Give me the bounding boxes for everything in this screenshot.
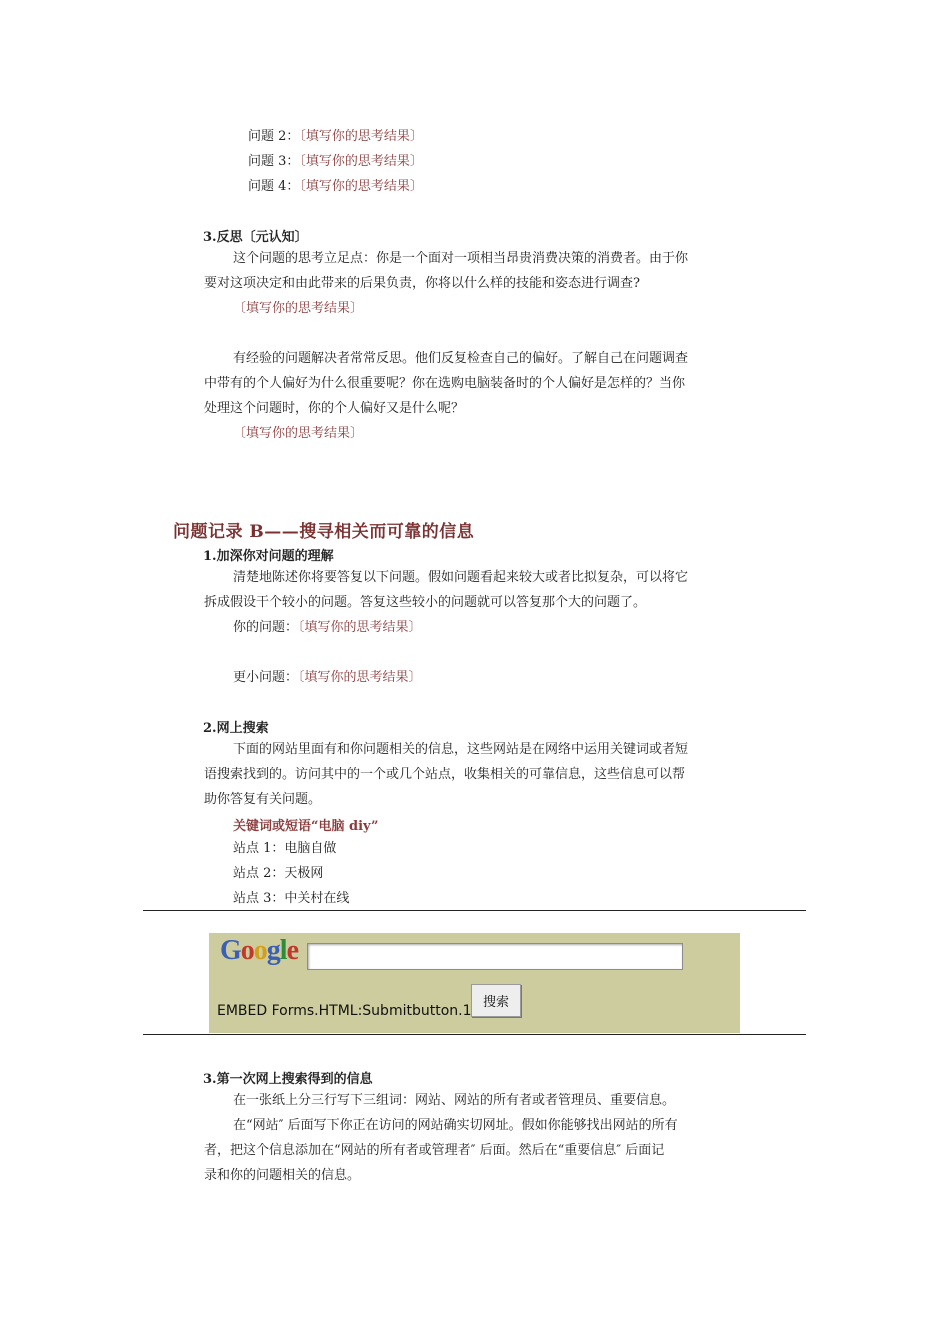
google-search-form bbox=[209, 933, 740, 1033]
reflection-p1-line1: 这个问题的思考立足点：你是一个面对一项相当昂贵消费决策的消费者。由于你 bbox=[233, 251, 689, 266]
site-1[interactable]: 站点 1：电脑自做 bbox=[233, 841, 337, 856]
divider-top bbox=[143, 910, 806, 911]
search-input[interactable] bbox=[307, 943, 683, 970]
google-logo-letter: l bbox=[279, 935, 287, 966]
reflection-title: 3.反思〔元认知〕 bbox=[203, 230, 308, 245]
google-logo-letter: G bbox=[220, 935, 241, 966]
your-question-line bbox=[233, 618, 422, 638]
embed-field-code: EMBED Forms.HTML:Submitbutton.1 bbox=[217, 1003, 472, 1019]
web-search-p-line1: 下面的网站里面有和你问题相关的信息，这些网站是在网络中运用关键词或者短 bbox=[233, 742, 689, 757]
question-3-line bbox=[248, 152, 423, 172]
first-search-p1: 在一张纸上分三行写下三组词：网站、网站的所有者或者管理员、重要信息。 bbox=[233, 1093, 676, 1108]
question-4-label: 问题 4： bbox=[248, 179, 300, 194]
question-2-label: 问题 2： bbox=[248, 129, 300, 144]
question-3-fill[interactable]: 〔填写你的思考结果〕 bbox=[299, 154, 423, 169]
search-button[interactable]: 搜索 bbox=[471, 984, 521, 1017]
google-logo-letter: g bbox=[266, 935, 280, 966]
reflection-fill-2[interactable]: 〔填写你的思考结果〕 bbox=[233, 426, 364, 441]
reflection-p2-line1: 有经验的问题解决者常常反思。他们反复检查自己的偏好。了解自己在问题调查 bbox=[233, 351, 689, 366]
site-3[interactable]: 站点 3：中关村在线 bbox=[233, 891, 350, 906]
web-search-title: 2.网上搜索 bbox=[203, 721, 269, 736]
web-search-p-line3: 助你答复有关问题。 bbox=[204, 792, 322, 807]
first-search-title: 3.第一次网上搜索得到的信息 bbox=[203, 1072, 373, 1087]
question-2-line bbox=[248, 127, 423, 147]
understand-p-line1: 清楚地陈述你将要答复以下问题。假如问题看起来较大或者比拟复杂，可以将它 bbox=[233, 570, 689, 585]
web-search-p-line2: 语搜索找到的。访问其中的一个或几个站点，收集相关的可靠信息，这些信息可以帮 bbox=[204, 767, 686, 782]
google-logo-letter: o bbox=[240, 935, 254, 966]
google-logo bbox=[220, 935, 298, 967]
question-2-fill[interactable]: 〔填写你的思考结果〕 bbox=[299, 129, 423, 144]
site-2[interactable]: 站点 2：天极网 bbox=[233, 866, 324, 881]
understand-p-line2: 拆成假设干个较小的问题。答复这些较小的问题就可以答复那个大的问题了。 bbox=[204, 595, 647, 610]
reflection-p2-line2: 中带有的个人偏好为什么很重要呢？你在选购电脑装备时的个人偏好是怎样的？当你 bbox=[204, 376, 686, 391]
first-search-p2-line1: 在“网站″ 后面写下你正在访问的网站确实切网址。假如你能够找出网站的所有 bbox=[233, 1118, 678, 1133]
divider-bottom bbox=[143, 1034, 806, 1035]
your-question-label: 你的问题： bbox=[233, 620, 299, 635]
smaller-question-fill[interactable]: 〔填写你的思考结果〕 bbox=[298, 670, 422, 685]
question-4-line bbox=[248, 177, 423, 197]
section-heading: 问题记录 B——搜寻相关而可靠的信息 bbox=[173, 522, 475, 542]
first-search-p2-line2: 者，把这个信息添加在“网站的所有者或管理者″ 后面。然后在“重要信息″ 后面记 bbox=[204, 1143, 665, 1158]
reflection-p1-line2: 要对这项决定和由此带来的后果负责，你将以什么样的技能和姿态进行调查? bbox=[204, 276, 640, 291]
keyword-phrase: 关键词或短语“电脑 diy” bbox=[233, 819, 379, 834]
question-3-label: 问题 3： bbox=[248, 154, 300, 169]
question-4-fill[interactable]: 〔填写你的思考结果〕 bbox=[299, 179, 423, 194]
your-question-fill[interactable]: 〔填写你的思考结果〕 bbox=[298, 620, 422, 635]
reflection-p2-line3: 处理这个问题时，你的个人偏好又是什么呢？ bbox=[204, 401, 465, 416]
understand-title: 1.加深你对问题的理解 bbox=[203, 549, 334, 564]
google-logo-letter: o bbox=[253, 935, 267, 966]
smaller-question-line bbox=[233, 668, 422, 688]
first-search-p2-line3: 录和你的问题相关的信息。 bbox=[204, 1168, 361, 1183]
google-logo-letter: e bbox=[286, 935, 298, 966]
reflection-fill-1[interactable]: 〔填写你的思考结果〕 bbox=[233, 301, 364, 316]
smaller-question-label: 更小问题： bbox=[233, 670, 299, 685]
